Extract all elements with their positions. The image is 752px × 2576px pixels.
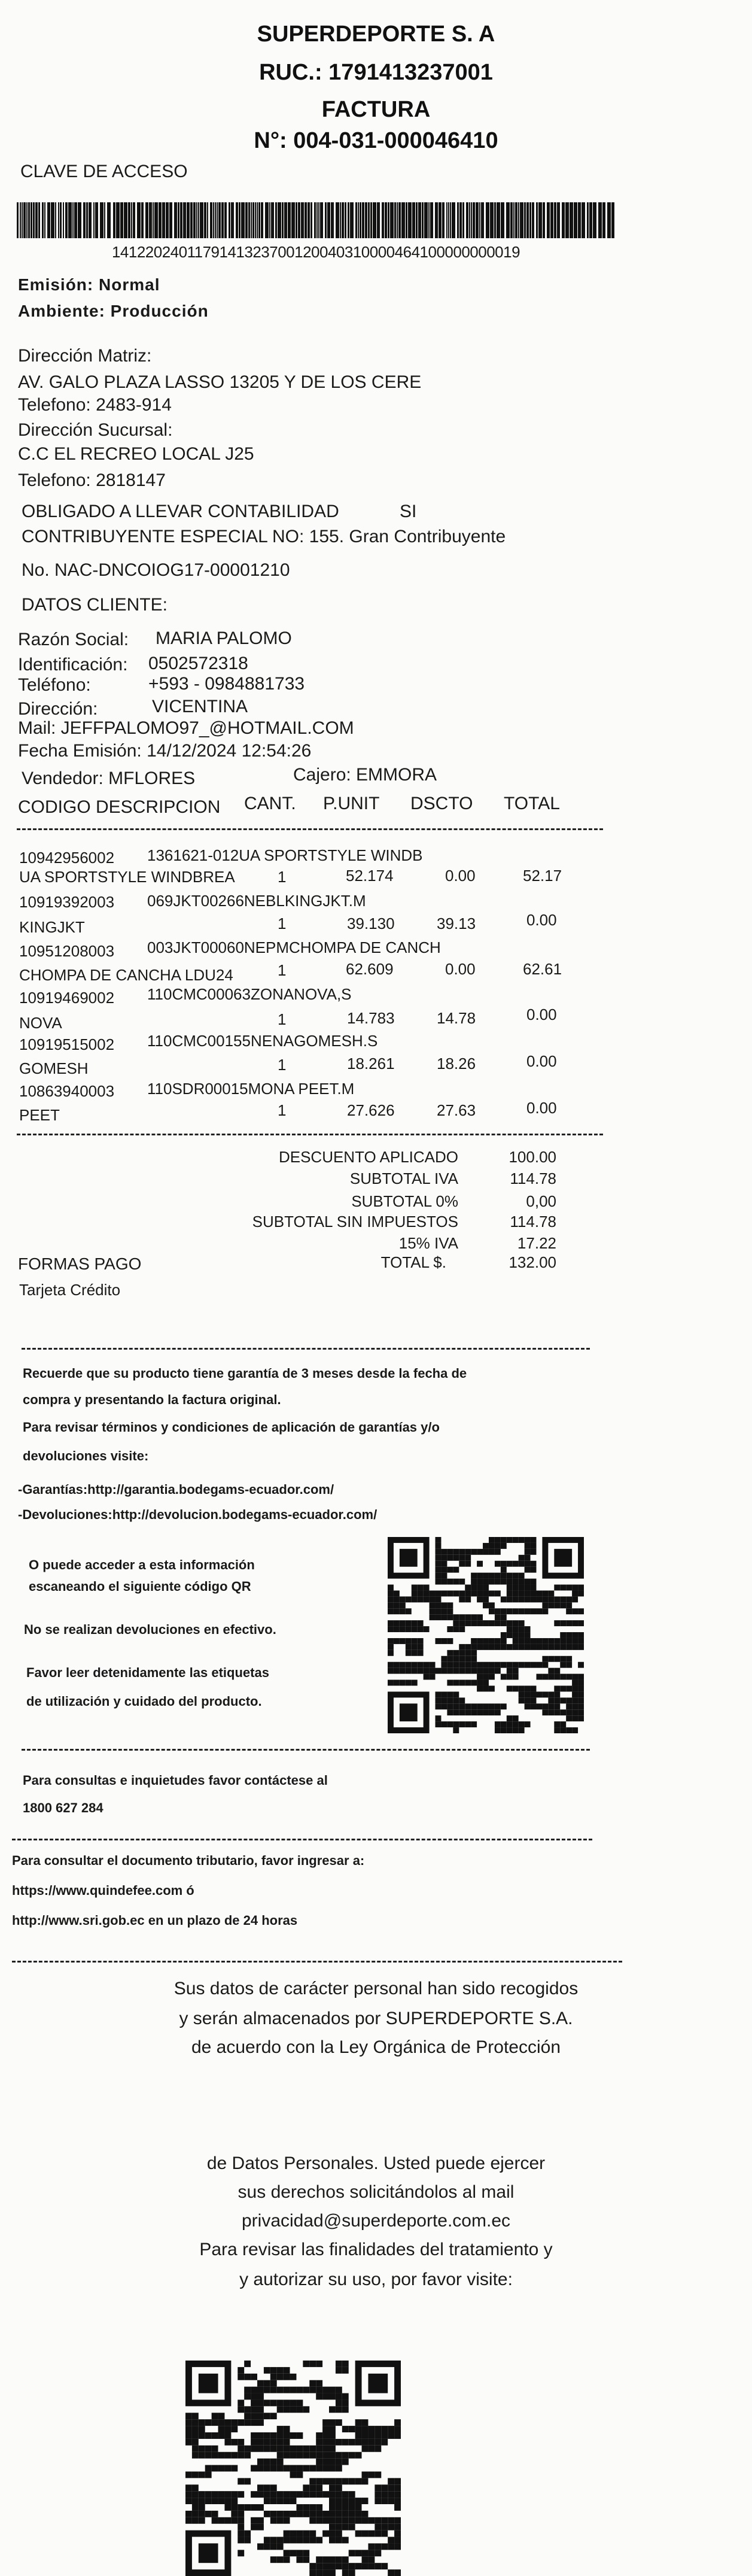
identificacion-label: Identificación: xyxy=(18,655,128,675)
document-type: FACTURA xyxy=(321,97,431,122)
col-header-punit: P.UNIT xyxy=(323,794,380,813)
divider xyxy=(17,1134,603,1135)
table-row: 10951208003 xyxy=(19,942,115,960)
totals-value: 100.00 xyxy=(509,1148,556,1166)
grand-total-label: TOTAL $. xyxy=(380,1253,446,1271)
warranty-text: Recuerde que su producto tiene garantía de 3 meses desde la fecha de xyxy=(23,1366,467,1381)
environment: Ambiente: Producción xyxy=(18,302,209,320)
table-row: KINGJKT xyxy=(19,918,85,936)
contact-phone: 1800 627 284 xyxy=(23,1800,103,1815)
privacy-text: sus derechos solicitándolos al mail xyxy=(238,2182,514,2202)
privacy-email[interactable]: privacidad@superdeporte.com.ec xyxy=(241,2211,511,2231)
table-row: 0.00 xyxy=(526,1006,557,1023)
table-row: 27.626 xyxy=(347,1101,395,1119)
privacy-text: Para revisar las finalidades del tratamiento y xyxy=(199,2240,553,2259)
contabilidad-value: SI xyxy=(400,502,417,521)
table-row: 110SDR00015MONA PEET.M xyxy=(147,1080,355,1098)
table-row: 0.00 xyxy=(526,1052,557,1070)
cajero: Cajero: EMMORA xyxy=(293,765,437,785)
payment-method: Tarjeta Crédito xyxy=(19,1281,121,1299)
divider xyxy=(22,1749,590,1751)
table-row: 10919469002 xyxy=(19,989,115,1007)
qr-note: No se realizan devoluciones en efectivo. xyxy=(24,1622,276,1637)
divider xyxy=(22,1348,590,1350)
table-row: 39.13 xyxy=(437,915,476,932)
qr-code-icon[interactable] xyxy=(388,1533,584,1737)
table-row: 39.130 xyxy=(347,915,395,932)
totals-label: DESCUENTO APLICADO xyxy=(278,1148,458,1166)
access-key-number: 1412202401179141323700120040310000464100000000019 xyxy=(111,243,520,261)
warranty-link[interactable]: -Garantías:http://garantia.bodegams-ecuador.com/ xyxy=(18,1482,334,1497)
table-row: GOMESH xyxy=(19,1059,89,1077)
table-row: 110CMC00063ZONANOVA,S xyxy=(147,985,352,1003)
direccion-label: Dirección: xyxy=(18,699,98,719)
col-header-cant: CANT. xyxy=(244,794,296,813)
table-row: 10919515002 xyxy=(19,1035,115,1053)
table-row: 0.00 xyxy=(445,867,476,885)
table-row: UA SPORTSTYLE WINDBREA xyxy=(19,868,235,886)
table-row: 10942956002 xyxy=(19,849,115,867)
qr-note: O puede acceder a esta información xyxy=(29,1557,255,1572)
table-row: 14.78 xyxy=(437,1009,476,1027)
company-ruc: RUC.: 1791413237001 xyxy=(259,60,493,85)
contribuyente-especial: CONTRIBUYENTE ESPECIAL NO: 155. Gran Contribuyente xyxy=(22,527,506,546)
client-email: Mail: JEFFPALOMO97_@HOTMAIL.COM xyxy=(18,718,354,738)
totals-label: SUBTOTAL SIN IMPUESTOS xyxy=(252,1213,458,1231)
table-row: 18.26 xyxy=(437,1055,476,1073)
col-header-code-desc: CODIGO DESCRIPCION xyxy=(18,797,221,817)
resolucion-number: No. NAC-DNCOIOG17-00001210 xyxy=(22,560,290,580)
tributario-link[interactable]: https://www.quindefee.com ó xyxy=(12,1883,194,1898)
privacy-text: Sus datos de carácter personal han sido recogidos xyxy=(173,1979,579,1998)
table-row: 52.17 xyxy=(523,867,562,885)
qr-note: escaneando el siguiente código QR xyxy=(29,1579,251,1594)
totals-value: 0,00 xyxy=(526,1192,556,1210)
table-row: 62.609 xyxy=(346,960,394,978)
document-number: N°: 004-031-000046410 xyxy=(254,128,498,153)
sucursal-label: Dirección Sucursal: xyxy=(18,420,173,440)
divider xyxy=(12,1961,622,1963)
privacy-text: y autorizar su uso, por favor visite: xyxy=(239,2270,513,2289)
table-row: 1 xyxy=(278,1056,287,1074)
issue-date: Fecha Emisión: 14/12/2024 12:54:26 xyxy=(18,741,312,761)
totals-label: 15% IVA xyxy=(398,1234,458,1252)
razon-social-value: MARIA PALOMO xyxy=(156,628,292,648)
telefono-label: Teléfono: xyxy=(18,675,91,695)
matriz-phone: Telefono: 2483-914 xyxy=(18,395,172,415)
divider xyxy=(17,828,603,830)
table-row: 0.00 xyxy=(445,960,476,978)
table-row: 10863940003 xyxy=(19,1082,115,1100)
sucursal-address: C.C EL RECREO LOCAL J25 xyxy=(18,444,254,464)
barcode-icon xyxy=(17,202,615,238)
privacy-text: de acuerdo con la Ley Orgánica de Protección xyxy=(191,2037,561,2057)
qr-note: Favor leer detenidamente las etiquetas xyxy=(26,1665,269,1680)
telefono-value: +593 - 0984881733 xyxy=(148,674,305,694)
table-row: 10919392003 xyxy=(19,893,115,911)
table-row: 0.00 xyxy=(526,1099,557,1117)
table-row: 52.174 xyxy=(346,867,394,885)
totals-value: 114.78 xyxy=(510,1169,556,1187)
totals-value: 17.22 xyxy=(517,1234,556,1252)
matriz-label: Dirección Matriz: xyxy=(18,346,152,366)
warranty-text: devoluciones visite: xyxy=(23,1448,149,1463)
table-row: 069JKT00266NEBLKINGJKT.M xyxy=(147,892,366,910)
table-row: 1 xyxy=(278,961,287,979)
table-row: 1 xyxy=(278,868,287,886)
table-row: 0.00 xyxy=(526,911,557,929)
table-row: 1 xyxy=(278,915,287,932)
contact-text: Para consultas e inquietudes favor contáctese al xyxy=(23,1773,328,1788)
sri-link[interactable]: http://www.sri.gob.ec en un plazo de 24 horas xyxy=(12,1913,298,1928)
contabilidad-label: OBLIGADO A LLEVAR CONTABILIDAD xyxy=(22,502,339,521)
warranty-text: Para revisar términos y condiciones de aplicación de garantías y/o xyxy=(23,1420,440,1435)
qr-note: de utilización y cuidado del producto. xyxy=(26,1694,262,1709)
table-row: 003JKT00060NEPMCHOMPA DE CANCH xyxy=(147,938,441,956)
table-row: NOVA xyxy=(19,1014,62,1032)
razon-social-label: Razón Social: xyxy=(18,630,129,649)
col-header-total: TOTAL xyxy=(504,794,560,813)
returns-link[interactable]: -Devoluciones:http://devolucion.bodegams-ecuador.com/ xyxy=(18,1507,377,1522)
tributario-text: Para consultar el documento tributario, favor ingresar a: xyxy=(12,1853,365,1868)
emission-type: Emisión: Normal xyxy=(18,275,160,294)
table-row: 27.63 xyxy=(437,1101,476,1119)
privacy-text: y serán almacenados por SUPERDEPORTE S.A. xyxy=(179,2009,573,2028)
sucursal-phone: Telefono: 2818147 xyxy=(18,470,166,490)
table-row: 62.61 xyxy=(523,960,562,978)
table-row: 1361621-012UA SPORTSTYLE WINDB xyxy=(147,846,423,864)
payment-label: FORMAS PAGO xyxy=(18,1254,142,1273)
privacy-text: de Datos Personales. Usted puede ejercer xyxy=(206,2153,546,2173)
access-key-label: CLAVE DE ACCESO xyxy=(20,162,188,181)
divider xyxy=(12,1839,592,1840)
table-row: 1 xyxy=(278,1101,287,1119)
table-row: 1 xyxy=(278,1010,287,1028)
client-section-title: DATOS CLIENTE: xyxy=(22,595,168,615)
table-row: 110CMC00155NENAGOMESH.S xyxy=(147,1032,378,1050)
matriz-address: AV. GALO PLAZA LASSO 13205 Y DE LOS CERE xyxy=(18,372,422,392)
totals-label: SUBTOTAL 0% xyxy=(351,1192,458,1210)
identificacion-value: 0502572318 xyxy=(148,654,248,673)
totals-label: SUBTOTAL IVA xyxy=(349,1169,458,1187)
table-row: PEET xyxy=(19,1106,60,1124)
warranty-text: compra y presentando la factura original. xyxy=(23,1392,281,1407)
qr-code-icon[interactable] xyxy=(185,2361,401,2576)
col-header-dscto: DSCTO xyxy=(410,794,473,813)
totals-value: 114.78 xyxy=(510,1213,556,1231)
vendedor: Vendedor: MFLORES xyxy=(22,768,196,788)
table-row: 18.261 xyxy=(347,1055,395,1073)
company-name: SUPERDEPORTE S. A xyxy=(257,22,495,47)
direccion-value: VICENTINA xyxy=(152,697,248,716)
grand-total-value: 132.00 xyxy=(509,1253,556,1271)
table-row: CHOMPA DE CANCHA LDU24 xyxy=(19,966,233,984)
table-row: 14.783 xyxy=(347,1009,395,1027)
